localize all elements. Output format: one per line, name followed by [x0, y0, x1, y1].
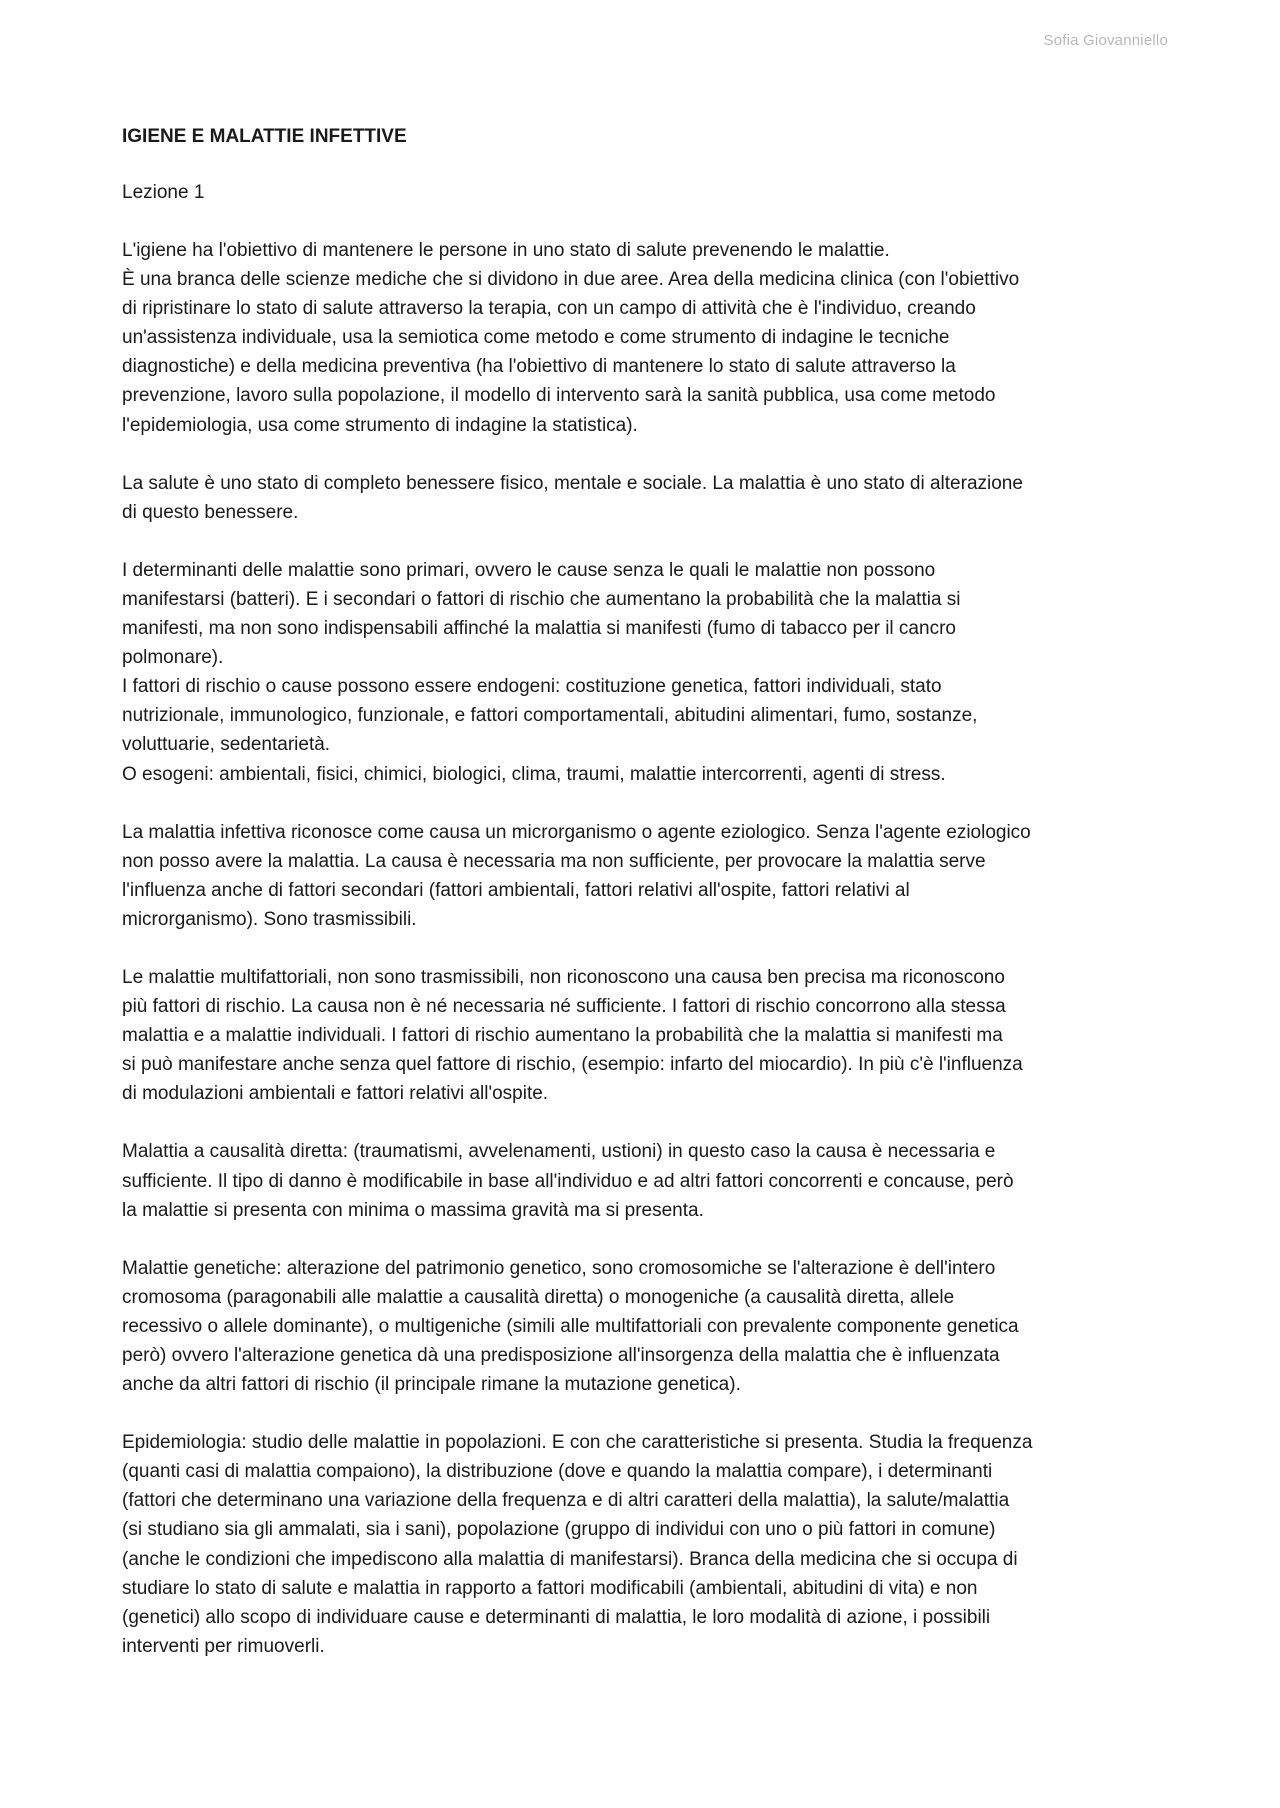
paragraph — [122, 963, 1172, 1108]
text-line: prevenzione, lavoro sulla popolazione, il modello di intervento sarà la sanità pubblica, usa come metodo — [122, 385, 996, 407]
text-line: L'igiene ha l'obiettivo di mantenere le persone in uno stato di salute prevenendo le malattie. — [122, 240, 890, 261]
text-line: non posso avere la malattia. La causa è necessaria ma non sufficiente, per provocare la malattia serve — [122, 850, 986, 872]
text-line: la malattie si presenta con minima o massima gravità ma si presenta. — [122, 1199, 704, 1221]
text-line: O esogeni: ambientali, fisici, chimici, biologici, clima, traumi, malattie intercorrenti, agenti di stress. — [122, 763, 946, 785]
text-line: I fattori di rischio o cause possono essere endogeni: costituzione genetica, fattori individuali, stato — [122, 676, 942, 698]
text-line: anche da altri fattori di rischio (il principale rimane la mutazione genetica). — [122, 1374, 741, 1396]
document-body — [122, 122, 1172, 1661]
paragraph — [122, 818, 1172, 934]
text-line: La salute è uno stato di completo benessere fisico, mentale e sociale. La malattia è uno stato di alterazione — [122, 472, 1023, 494]
text-line: però) ovvero l'alterazione genetica dà una predisposizione all'insorgenza della malattia che è influenzata — [122, 1345, 1000, 1366]
text-line: (fattori che determinano una variazione della frequenza e di altri caratteri della malattia), la salute/malattia — [122, 1490, 1010, 1512]
paragraph-list — [122, 236, 1172, 1661]
paragraph — [122, 1428, 1172, 1661]
text-line: l'epidemiologia, usa come strumento di indagine la statistica). — [122, 414, 638, 436]
text-line: sufficiente. Il tipo di danno è modificabile in base all'individuo e ad altri fattori concorrenti e concause, però — [122, 1170, 1014, 1192]
text-line: interventi per rimuoverli. — [122, 1635, 325, 1657]
document-title: IGIENE E MALATTIE INFETTIVE — [122, 126, 407, 147]
text-line: nutrizionale, immunologico, funzionale, e fattori comportamentali, abitudini alimentari, fumo, sostanze, — [122, 705, 978, 727]
paragraph — [122, 236, 1172, 440]
text-line: Epidemiologia: studio delle malattie in popolazioni. E con che caratteristiche si presenta. Studia la frequenza — [122, 1432, 1033, 1454]
paragraph — [122, 1137, 1172, 1224]
paragraph — [122, 469, 1172, 527]
text-line: di modulazioni ambientali e fattori relativi all'ospite. — [122, 1083, 549, 1105]
author-name: Sofia Giovanniello — [1043, 32, 1168, 49]
text-line: La malattia infettiva riconosce come causa un microrganismo o agente eziologico. Senza l'agente eziologico — [122, 821, 1031, 843]
text-line: I determinanti delle malattie sono primari, ovvero le cause senza le quali le malattie non possono — [122, 559, 936, 581]
text-line: (quanti casi di malattia compaiono), la distribuzione (dove e quando la malattia compare), i determinanti — [122, 1461, 993, 1483]
lesson-label: Lezione 1 — [122, 182, 205, 203]
text-line: voluttuarie, sedentarietà. — [122, 734, 331, 756]
text-line: È una branca delle scienze mediche che si dividono in due aree. Area della medicina clinica (con l'obiettivo — [122, 269, 1020, 291]
text-line: recessivo o allele dominante), o multigeniche (simili alle multifattoriali con prevalente componente genetica — [122, 1315, 1019, 1337]
text-line: (anche le condizioni che impediscono alla malattia di manifestarsi). Branca della medicina che si occupa di — [122, 1548, 1018, 1570]
text-line: l'influenza anche di fattori secondari (fattori ambientali, fattori relativi all'ospite, fattori relativi al — [122, 879, 910, 901]
text-line: un'assistenza individuale, usa la semiotica come metodo e come strumento di indagine le tecniche — [122, 327, 950, 349]
text-line: si può manifestare anche senza quel fattore di rischio, (esempio: infarto del miocardio). In più c'è l'influenza — [122, 1054, 1023, 1076]
text-line: studiare lo stato di salute e malattia in rapporto a fattori modificabili (ambientali, abitudini di vita) e non — [122, 1577, 978, 1599]
text-line: manifesti, ma non sono indispensabili affinché la malattia si manifesti (fumo di tabacco per il cancro — [122, 618, 956, 640]
text-line: Malattie genetiche: alterazione del patrimonio genetico, sono cromosomiche se l'alterazione è dell'intero — [122, 1257, 996, 1279]
text-line: diagnostiche) e della medicina preventiva (ha l'obiettivo di mantenere lo stato di salute attraverso la — [122, 356, 956, 378]
text-line: Le malattie multifattoriali, non sono trasmissibili, non riconoscono una causa ben precisa ma riconoscono — [122, 966, 1005, 988]
text-line: Malattia a causalità diretta: (traumatismi, avvelenamenti, ustioni) in questo caso la causa è necessaria e — [122, 1141, 996, 1163]
text-line: più fattori di rischio. La causa non è né necessaria né sufficiente. I fattori di rischio concorrono alla stessa — [122, 996, 1006, 1018]
paragraph — [122, 1254, 1172, 1399]
text-line: (si studiano sia gli ammalati, sia i sani), popolazione (gruppo di individui con uno o più fattori in comune) — [122, 1519, 996, 1541]
paragraph — [122, 556, 1172, 789]
text-line: microrganismo). Sono trasmissibili. — [122, 908, 417, 930]
text-line: di questo benessere. — [122, 501, 299, 523]
text-line: di ripristinare lo stato di salute attraverso la terapia, con un campo di attività che è l'individuo, creando — [122, 298, 976, 320]
text-line: cromosoma (paragonabili alle malattie a causalità diretta) o monogeniche (a causalità diretta, allele — [122, 1286, 955, 1308]
text-line: manifestarsi (batteri). E i secondari o fattori di rischio che aumentano la probabilità che la malattia si — [122, 588, 961, 610]
text-line: (genetici) allo scopo di individuare cause e determinanti di malattia, le loro modalità di azione, i possibili — [122, 1606, 991, 1628]
text-line: malattia e a malattie individuali. I fattori di rischio aumentano la probabilità che la malattia si manifesti ma — [122, 1025, 1003, 1047]
text-line: polmonare). — [122, 647, 224, 669]
